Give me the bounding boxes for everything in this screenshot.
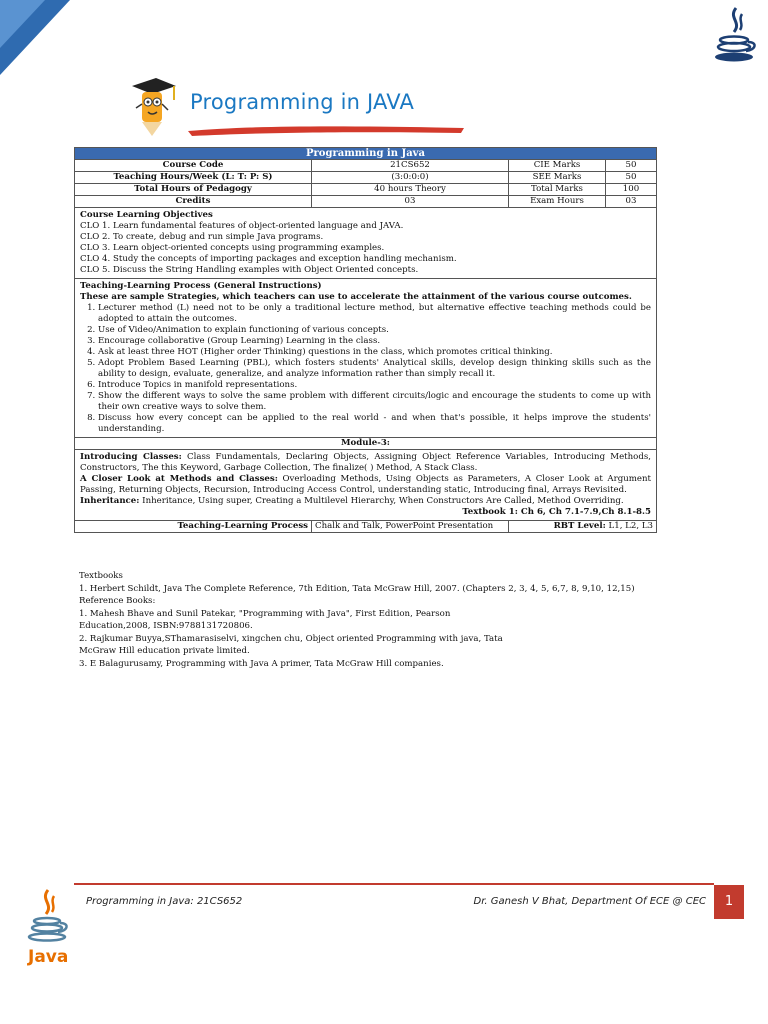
- textbook-ref: Textbook 1: Ch 6, Ch 7.1-7.9,Ch 8.1-8.5: [462, 507, 651, 517]
- footer-course: Programming in Java: 21CS652: [86, 896, 243, 907]
- course-objectives: Course Learning Objectives CLO 1. Learn fundamental features of object-oriented language and JAVA. CLO 2. To create, debug and run simple Java programs. CLO 3. Learn object-oriented concepts using programming examples. CLO 4. Study the concepts of importing packages and exception handling mechanism. CLO 5. Discuss the String Handling examples with Object Oriented concepts.: [75, 208, 657, 279]
- table-row: Teaching Hours/Week (L: T: P: S) (3:0:0:0) SEE Marks 50: [75, 172, 657, 184]
- java-logo-icon: [712, 6, 758, 64]
- table-row: Credits 03 Exam Hours 03: [75, 196, 657, 208]
- brush-stroke-decoration: [186, 122, 466, 138]
- table-row: Total Hours of Pedagogy 40 hours Theory Total Marks 100: [75, 184, 657, 196]
- footer-author: Dr. Ganesh V Bhat, Department Of ECE @ CEC: [473, 896, 706, 907]
- java-brand-logo-icon: [26, 888, 72, 966]
- table-row: Teaching-Learning Process Chalk and Talk, PowerPoint Presentation RBT Level: L1, L2, L3: [75, 521, 657, 533]
- pencil-mascot-icon: [126, 74, 178, 138]
- module-title: Module-3:: [75, 438, 657, 450]
- footer-divider: [74, 883, 714, 885]
- table-row: Course Code 21CS652 CIE Marks 50: [75, 160, 657, 172]
- page-number: 1: [714, 885, 744, 919]
- corner-decoration: [0, 0, 70, 75]
- page-title: Programming in JAVA: [190, 90, 415, 114]
- teaching-learning-process: Teaching-Learning Process (General Instructions) These are sample Strategies, which teachers can use to accelerate the attainment of the various course outcomes. 1. Lecturer method (L) need not to be only a traditional lecture method, but alternative effective teaching methods could be adopted to attain the outcomes. 2. Use of Video/Animation to explain functioning of various concepts. 3. Encourage collaborative (Group Learning) Learning in the class. 4. Ask at least three HOT (Higher order Thinking) questions in the class, which promotes critical thinking. 5. Adopt Problem Based Learning (PBL), which fosters students' Analytical skills, develop design thinking skills such as the ability to design, evaluate, generalize, and analyze information rather than simply recall it. 6. Introduce Topics in manifold representations. 7. Show the different ways to solve the same problem with different circuits/logic and encourage the students to come up with their own creative ways to solve them. 8. Discuss how every concept can be applied to the real world - and when that's possible, it helps improve the students' understanding.: [75, 279, 657, 438]
- syllabus-table: [74, 147, 657, 533]
- references: Textbooks 1. Herbert Schildt, Java The Complete Reference, 7th Edition, Tata McGraw Hill, 2007. (Chapters 2, 3, 4, 5, 6,7, 8, 9,10, 12,15) Reference Books: 1. Mahesh Bhave and Sunil Patekar, "Programming with Java", First Edition, Pearson Education,2008, ISBN:9788131720806. 2. Rajkumar Buyya,SThamarasiselvi, xingchen chu, Object oriented Programming with java, Tata McGraw Hill education private limited. 3. E Balagurusamy, Programming with Java A primer, Tata McGraw Hill companies.: [79, 571, 635, 669]
- java-logo-text: Java: [28, 947, 69, 966]
- module-content: Introducing Classes: Class Fundamentals, Declaring Objects, Assigning Object Reference Variables, Introducing Methods, Constructors, The this Keyword, Garbage Collection, The finalize( ) Method, A Stack Class. A Closer Look at Methods and Classes: Overloading Methods, Using Objects as Parameters, A Closer Look at Argument Passing, Returning Objects, Recursion, Introducing Access Control, understanding static, Introducing final, Arrays Revisited. Inheritance: Inheritance, Using super, Creating a Multilevel Hierarchy, When Constructors Are Called, Method Overriding. Textbook 1: Ch 6, Ch 7.1-7.9,Ch 8.1-8.5: [75, 450, 657, 521]
- table-heading: Programming in Java: [75, 148, 657, 160]
